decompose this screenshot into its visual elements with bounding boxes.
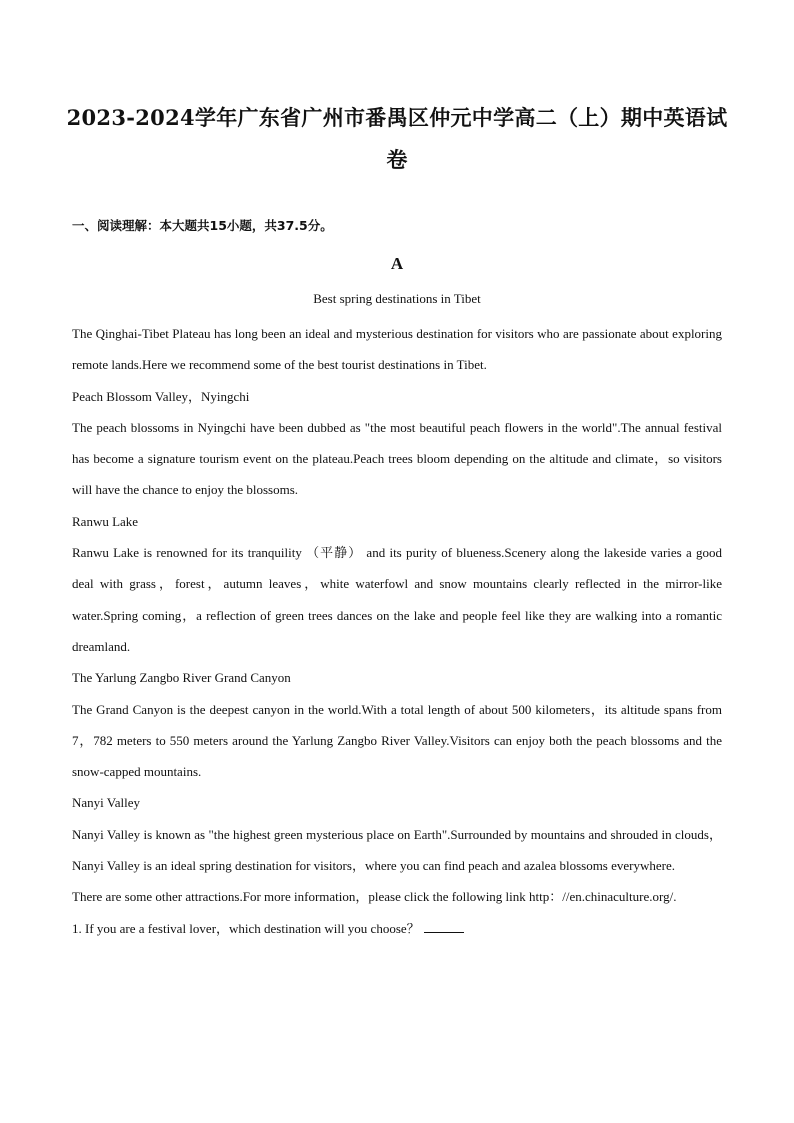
destination-heading: Nanyi Valley — [72, 795, 140, 811]
destination-heading: The Yarlung Zangbo River Grand Canyon — [72, 670, 291, 686]
destination-paragraph: The Grand Canyon is the deepest canyon in the world.With a total length of about 500 kilometers，its altitude spans from 7，782 meters to 550 meters around the Yarlung Zangbo River Valley.Visitors can enjoy both the peach blossoms and the snow-capped mountains. — [72, 701, 722, 780]
destination-paragraph: Ranwu Lake is renowned for its tranquility （平静） and its purity of blueness.Scenery along the lakeside varies a good deal with grass，forest，autumn leaves，white waterfowl and snow mountains clearly reflected in the mirror-like water.Spring coming，a reflection of green trees dances on the lake and people feel like they are walking into a romantic dreamland. — [72, 545, 722, 654]
destination-paragraph: The peach blossoms in Nyingchi have been dubbed as "the most beautiful peach flowers in the world".The annual festival has become a signature tourism event on the plateau.Peach trees bloom depending on the altitude and climate，so visitors will have the chance to enjoy the blossoms. — [72, 419, 722, 498]
section-heading: 一、阅读理解：本大题共15小题，共37.5分。 — [72, 218, 333, 233]
exam-title: 2023-2024学年广东省广州市番禺区仲元中学高二（上）期中英语试卷 — [66, 105, 728, 172]
intro-paragraph: The Qinghai-Tibet Plateau has long been an ideal and mysterious destination for visitors who are passionate about exploring remote lands.Here we recommend some of the best tourist destinations in Tibet. — [72, 326, 722, 373]
destination-heading: Ranwu Lake — [72, 513, 139, 529]
destination-paragraph: Nanyi Valley is known as "the highest green mysterious place on Earth".Surrounded by mountains and shrouded in clouds，Nanyi Valley is an ideal spring destination for visitors，where you can find peach and azalea blossoms everywhere. — [72, 826, 722, 874]
question-1 — [72, 913, 722, 944]
passage-title: Best spring destinations in Tibet — [313, 291, 481, 306]
destination-heading: Peach Blossom Valley，Nyingchi — [72, 388, 250, 404]
closing-paragraph: There are some other attractions.For more information，please click the following link http：//en.chinaculture.org/. — [72, 889, 677, 905]
answer-blank[interactable] — [424, 918, 464, 933]
part-letter: A — [390, 254, 404, 273]
passage-body — [72, 318, 722, 944]
question-1-text: 1. If you are a festival lover，which destination will you choose？ — [72, 920, 420, 936]
